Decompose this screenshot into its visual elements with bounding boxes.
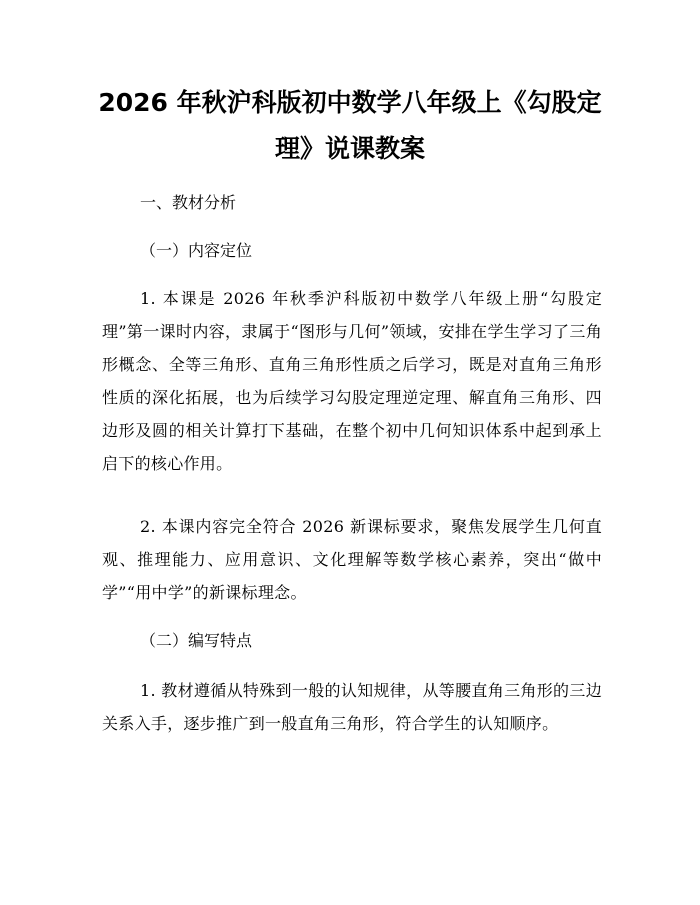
paragraph-content-positioning-2: 2. 本课内容完全符合 2026 新课标要求，聚焦发展学生几何直观、推理能力、应用意识、文化理解等数学核心素养，突出“做中学”“用中学”的新课标理念。	[102, 517, 602, 602]
paragraph-content-positioning-1: 1. 本课是 2026 年秋季沪科版初中数学八年级上册“勾股定理”第一课时内容，隶属于“图形与几何”领域，安排在学生学习了三角形概念、全等三角形、直角三角形性质之后学习，既是对直角三角形性质的深化拓展，也为后续学习勾股定理逆定理、解直角三角形、四边形及圆的相关计算打下基础，在整个初中几何知识体系中起到承上启下的核心作用。	[102, 289, 602, 473]
subsection-heading-writing-features: （二）编写特点	[140, 631, 253, 650]
document-title-line-1: 2026 年秋沪科版初中数学八年级上《勾股定	[98, 88, 602, 117]
subsection-heading-content-positioning: （一）内容定位	[140, 241, 253, 260]
paragraph-writing-features-1: 1. 教材遵循从特殊到一般的认知规律，从等腰直角三角形的三边关系入手，逐步推广到一般直角三角形，符合学生的认知顺序。	[102, 681, 602, 733]
document-title-line-2: 理》说课教案	[274, 134, 425, 163]
section-heading-textbook-analysis: 一、教材分析	[140, 193, 237, 212]
